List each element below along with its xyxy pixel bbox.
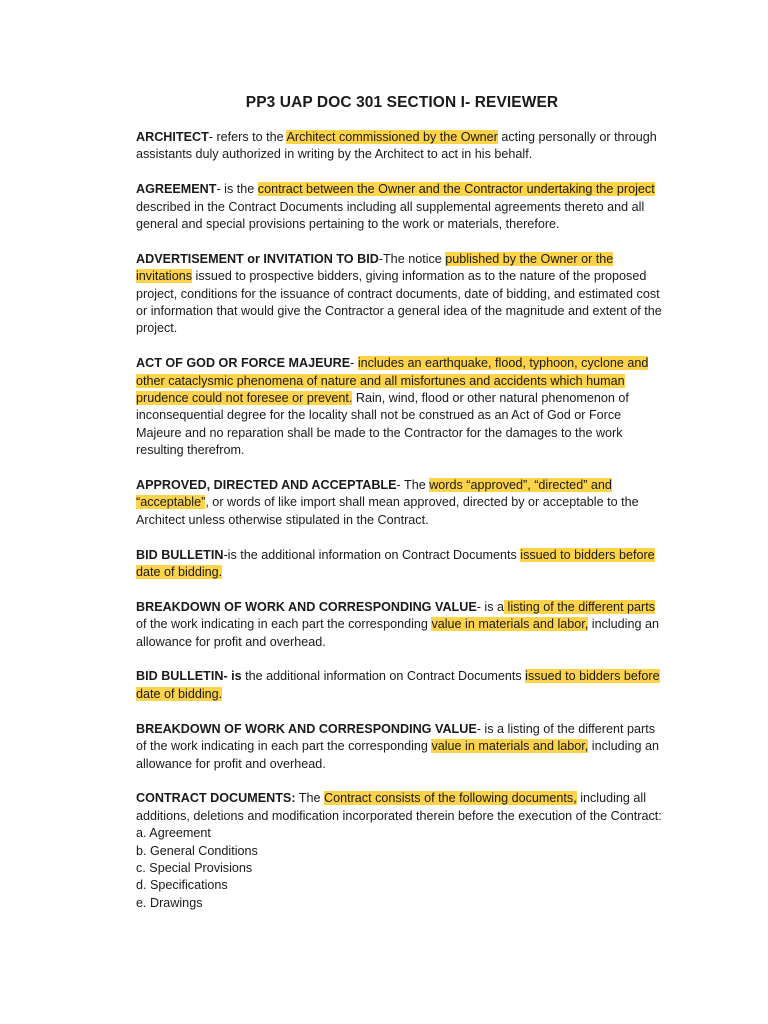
definition-entry: [136, 721, 668, 773]
highlighted-text: includes an earthquake, flood, typhoon, cyclone and other cataclysmic phenomena of nature and all misfortunes and accidents which human prudence could not foresee or prevent.: [136, 356, 649, 406]
definition-text: of the work indicating in each part the corresponding: [136, 617, 432, 632]
definition-text: - refers to the: [208, 130, 287, 144]
list-item: e. Drawings: [136, 895, 203, 910]
definition-text: The: [295, 791, 324, 806]
definition-entry: [136, 251, 668, 338]
list-item: b. General Conditions: [136, 843, 258, 858]
definition-text: described in the Contract Documents including all supplemental agreements thereto and all general and special provisions pertaining to the work or materials, therefore.: [136, 199, 645, 232]
definition-entry: [136, 790, 668, 912]
highlighted-text: listing of the different parts: [504, 599, 656, 614]
definition-text: - is a listing of the different parts of the work indicating in each part the corresponding: [136, 721, 656, 754]
highlighted-text: Architect commissioned by the Owner: [286, 130, 498, 144]
definition-term: BID BULLETIN- is: [136, 669, 242, 684]
definition-text: - is the: [216, 182, 258, 197]
page-title: PP3 UAP DOC 301 SECTION I- REVIEWER: [245, 94, 559, 111]
highlighted-text: issued to bidders before date of bidding.: [136, 547, 655, 580]
list-item: a. Agreement: [136, 826, 211, 841]
definition-text: -: [350, 356, 358, 371]
definition-term: CONTRACT DOCUMENTS:: [136, 791, 296, 806]
highlighted-text: value in materials and labor,: [431, 617, 589, 632]
definition-entry: [136, 129, 668, 164]
definition-term: AGREEMENT: [136, 182, 217, 197]
definition-text: including an allowance for profit and overhead.: [136, 617, 659, 649]
definition-term: ACT OF GOD OR FORCE MAJEURE: [136, 356, 351, 371]
definition-entry: [136, 668, 668, 703]
definition-text: issued to prospective bidders, giving information as to the nature of the proposed project, conditions for the issuance of contract documents, date of bidding, and estimated cost or information that would give the Contractor a general idea of the magnitude and extent of the project.: [136, 269, 662, 336]
definition-text: -The notice: [378, 251, 446, 266]
definition-entry: [136, 355, 668, 459]
definition-text: including all additions, deletions and modification incorporated therein before the execution of the Contract:: [136, 791, 662, 823]
definition-text: Rain, wind, flood or other natural phenomenon of inconsequential degree for the locality shall not be construed as an Act of God or Force Majeure and no reparation shall be made to the Contractor for the damages to the work resulting therefrom.: [136, 391, 629, 458]
definitions-list: [136, 129, 668, 912]
definition-text: -is the additional information on Contract Documents: [223, 547, 521, 562]
list-item: d. Specifications: [136, 878, 228, 893]
definition-term: APPROVED, DIRECTED AND ACCEPTABLE: [136, 478, 397, 493]
definition-term: BID BULLETIN: [136, 547, 224, 562]
definition-text: , or words of like import shall mean approved, directed by or acceptable to the Architect unless otherwise stipulated in the Contract.: [136, 495, 639, 527]
definition-term: ARCHITECT: [136, 130, 209, 144]
definition-term: BREAKDOWN OF WORK AND CORRESPONDING VALUE: [136, 599, 477, 614]
highlighted-text: words “approved”, “directed” and “acceptable”: [136, 478, 612, 510]
definition-text: - The: [396, 478, 430, 493]
definition-term: ADVERTISEMENT or INVITATION TO BID: [136, 251, 379, 266]
definition-text: including an allowance for profit and overhead.: [136, 739, 659, 771]
definition-entry: [136, 547, 668, 582]
definition-text: acting personally or through assistants duly authorized in writing by the Architect to act in his behalf.: [136, 130, 657, 162]
definition-term: BREAKDOWN OF WORK AND CORRESPONDING VALUE: [136, 721, 477, 736]
highlighted-text: Contract consists of the following documents,: [324, 791, 577, 806]
definition-text: - is a: [476, 599, 505, 614]
highlighted-text: contract between the Owner and the Contractor undertaking the project: [257, 182, 655, 197]
list-item: c. Special Provisions: [136, 860, 253, 875]
definition-entry: [136, 599, 668, 651]
highlighted-text: value in materials and labor,: [431, 739, 589, 754]
definition-text: the additional information on Contract Documents: [241, 669, 526, 684]
highlighted-text: issued to bidders before date of bidding.: [136, 669, 660, 701]
definition-entry: [136, 181, 668, 233]
definition-entry: [136, 477, 668, 529]
highlighted-text: published by the Owner or the invitations: [136, 251, 614, 284]
